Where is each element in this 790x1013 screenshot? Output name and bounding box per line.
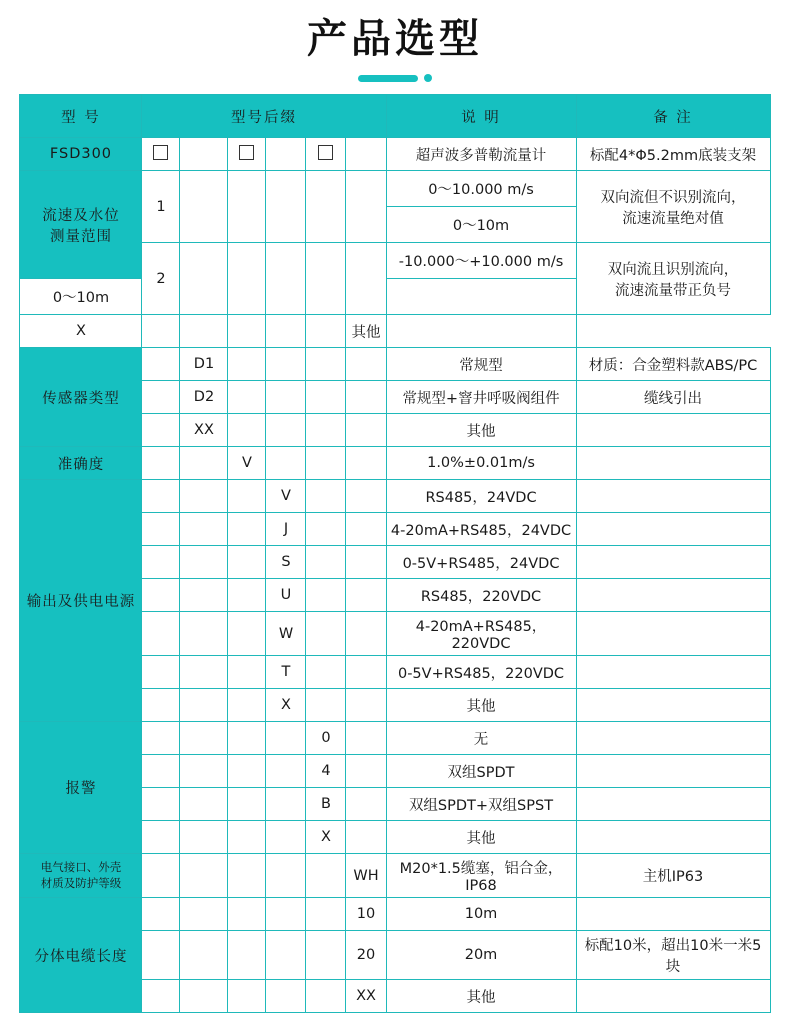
cell-spacer bbox=[142, 689, 180, 722]
cell-spacer bbox=[228, 931, 266, 980]
option-code: B bbox=[306, 788, 346, 821]
section-label-electrical bbox=[20, 854, 142, 898]
cell-spacer bbox=[228, 480, 266, 513]
cell-spacer bbox=[142, 898, 180, 931]
section-label-range bbox=[20, 171, 142, 279]
cell-spacer bbox=[142, 854, 180, 898]
option-description: 其他 bbox=[386, 980, 576, 1013]
cell-spacer bbox=[228, 980, 266, 1013]
cell-spacer bbox=[142, 612, 180, 656]
cell-spacer bbox=[266, 755, 306, 788]
cell-spacer bbox=[346, 579, 386, 612]
section-label-line2: 测量范围 bbox=[49, 228, 112, 245]
option-description: -10.000～+10.000 m/s bbox=[386, 243, 576, 279]
option-description: 10m bbox=[386, 898, 576, 931]
table-row bbox=[20, 171, 770, 207]
cell-spacer bbox=[142, 656, 180, 689]
option-code: X bbox=[306, 821, 346, 854]
option-note bbox=[576, 546, 770, 579]
header-description: 说 明 bbox=[386, 95, 576, 138]
section-label-line1: 流速及水位 bbox=[42, 207, 120, 224]
option-code: XX bbox=[346, 980, 386, 1013]
cell-spacer bbox=[180, 243, 228, 315]
cell-spacer bbox=[228, 898, 266, 931]
cell-spacer bbox=[266, 980, 306, 1013]
cell-spacer bbox=[228, 656, 266, 689]
option-description: 常规型 bbox=[386, 348, 576, 381]
cell-spacer bbox=[228, 171, 266, 243]
option-description: 其他 bbox=[386, 821, 576, 854]
cell-spacer bbox=[142, 722, 180, 755]
cell-spacer bbox=[266, 854, 306, 898]
title-decoration bbox=[0, 74, 790, 82]
option-note bbox=[576, 513, 770, 546]
cell-spacer bbox=[228, 722, 266, 755]
cell-spacer bbox=[306, 414, 346, 447]
option-description: 0～10m bbox=[386, 207, 576, 243]
cell-spacer bbox=[228, 513, 266, 546]
cell-spacer bbox=[266, 447, 306, 480]
option-code: J bbox=[266, 513, 306, 546]
cell-spacer bbox=[266, 722, 306, 755]
cell-spacer bbox=[142, 980, 180, 1013]
cell-spacer bbox=[142, 821, 180, 854]
option-note bbox=[576, 788, 770, 821]
option-note bbox=[576, 755, 770, 788]
option-note bbox=[576, 898, 770, 931]
option-code: 20 bbox=[346, 931, 386, 980]
cell-spacer bbox=[266, 788, 306, 821]
cell-spacer bbox=[306, 546, 346, 579]
suffix-spacer-2 bbox=[266, 138, 306, 171]
cell-spacer bbox=[180, 315, 228, 348]
checkbox-square-icon bbox=[153, 145, 168, 160]
cell-spacer bbox=[346, 612, 386, 656]
option-description: 其他 bbox=[346, 315, 386, 348]
cell-spacer bbox=[228, 788, 266, 821]
decoration-dot bbox=[424, 74, 432, 82]
option-note: 缆线引出 bbox=[576, 381, 770, 414]
option-description: 0-5V+RS485，24VDC bbox=[386, 546, 576, 579]
cell-spacer bbox=[180, 898, 228, 931]
cell-spacer bbox=[180, 722, 228, 755]
option-note bbox=[576, 821, 770, 854]
section-label-sensor-type: 传感器类型 bbox=[20, 348, 142, 447]
cell-spacer bbox=[266, 414, 306, 447]
cell-spacer bbox=[142, 755, 180, 788]
cell-spacer bbox=[180, 579, 228, 612]
option-description: 双组SPDT bbox=[386, 755, 576, 788]
cell-spacer bbox=[266, 898, 306, 931]
option-note bbox=[576, 656, 770, 689]
cell-spacer bbox=[346, 171, 386, 243]
option-code: S bbox=[266, 546, 306, 579]
section-label-line2: 材质及防护等级 bbox=[40, 875, 122, 890]
section-label-line1: 电气接口、外壳 bbox=[40, 859, 122, 874]
option-code: 4 bbox=[306, 755, 346, 788]
option-note: 主机IP63 bbox=[576, 854, 770, 898]
option-note bbox=[576, 980, 770, 1013]
table-header-row bbox=[20, 95, 770, 138]
cell-spacer bbox=[180, 821, 228, 854]
table-row bbox=[20, 480, 770, 513]
cell-spacer bbox=[228, 381, 266, 414]
cell-spacer bbox=[306, 656, 346, 689]
cell-spacer bbox=[306, 854, 346, 898]
cell-spacer bbox=[346, 381, 386, 414]
option-description: 4-20mA+RS485，24VDC bbox=[386, 513, 576, 546]
cell-spacer bbox=[346, 447, 386, 480]
option-description: 1.0%±0.01m/s bbox=[386, 447, 576, 480]
cell-spacer bbox=[346, 722, 386, 755]
cell-spacer bbox=[228, 689, 266, 722]
option-note bbox=[576, 689, 770, 722]
cell-spacer bbox=[180, 656, 228, 689]
note-line2: 流速流量绝对值 bbox=[622, 210, 724, 227]
cell-spacer bbox=[346, 414, 386, 447]
model-description: 超声波多普勒流量计 bbox=[386, 138, 576, 171]
cell-spacer bbox=[306, 171, 346, 243]
cell-spacer bbox=[306, 689, 346, 722]
cell-spacer bbox=[142, 579, 180, 612]
cell-spacer bbox=[266, 931, 306, 980]
cell-spacer bbox=[142, 414, 180, 447]
option-code: V bbox=[266, 480, 306, 513]
cell-spacer bbox=[266, 381, 306, 414]
cell-spacer bbox=[346, 656, 386, 689]
option-code: T bbox=[266, 656, 306, 689]
suffix-box-3 bbox=[306, 138, 346, 171]
cell-spacer bbox=[180, 854, 228, 898]
option-description: 0～10m bbox=[20, 279, 142, 315]
cell-spacer bbox=[142, 546, 180, 579]
table-row bbox=[20, 898, 770, 931]
checkbox-square-icon bbox=[239, 145, 254, 160]
cell-spacer bbox=[306, 381, 346, 414]
option-code: X bbox=[266, 689, 306, 722]
cell-spacer bbox=[306, 315, 346, 348]
option-note: 材质：合金塑料款ABS/PC bbox=[576, 348, 770, 381]
cell-spacer bbox=[346, 689, 386, 722]
note-line1: 双向流但不识别流向， bbox=[600, 189, 746, 206]
option-note bbox=[576, 722, 770, 755]
cell-spacer bbox=[142, 348, 180, 381]
header-model: 型 号 bbox=[20, 95, 142, 138]
cell-spacer bbox=[180, 480, 228, 513]
cell-spacer bbox=[306, 447, 346, 480]
cell-spacer bbox=[228, 612, 266, 656]
product-selection-table bbox=[19, 94, 770, 1013]
table-row bbox=[20, 722, 770, 755]
cell-spacer bbox=[228, 315, 266, 348]
cell-spacer bbox=[346, 546, 386, 579]
cell-spacer bbox=[346, 243, 386, 315]
cell-spacer bbox=[142, 480, 180, 513]
cell-spacer bbox=[142, 931, 180, 980]
option-note bbox=[576, 579, 770, 612]
cell-spacer bbox=[180, 546, 228, 579]
cell-spacer bbox=[306, 513, 346, 546]
table-row bbox=[20, 854, 770, 898]
cell-spacer bbox=[142, 315, 180, 348]
option-code: V bbox=[228, 447, 266, 480]
section-label-alarm: 报警 bbox=[20, 722, 142, 854]
suffix-box-2 bbox=[228, 138, 266, 171]
cell-spacer bbox=[142, 381, 180, 414]
option-description: 0～10.000 m/s bbox=[386, 171, 576, 207]
option-code: X bbox=[20, 315, 142, 348]
cell-spacer bbox=[306, 480, 346, 513]
page-title: 产品选型 bbox=[307, 16, 483, 62]
cell-spacer bbox=[180, 689, 228, 722]
option-code: 0 bbox=[306, 722, 346, 755]
cell-spacer bbox=[142, 447, 180, 480]
option-code: 2 bbox=[142, 243, 180, 315]
option-note bbox=[576, 171, 770, 243]
option-note bbox=[386, 315, 576, 348]
option-code: XX bbox=[180, 414, 228, 447]
table-row bbox=[20, 138, 770, 171]
cell-spacer bbox=[266, 348, 306, 381]
option-code: W bbox=[266, 612, 306, 656]
cell-spacer bbox=[180, 788, 228, 821]
cell-spacer bbox=[180, 931, 228, 980]
option-note bbox=[576, 414, 770, 447]
header-suffix: 型号后缀 bbox=[142, 95, 386, 138]
cell-spacer bbox=[142, 788, 180, 821]
cell-spacer bbox=[266, 315, 306, 348]
option-code: WH bbox=[346, 854, 386, 898]
cell-spacer bbox=[306, 612, 346, 656]
option-note bbox=[576, 480, 770, 513]
cell-spacer bbox=[142, 513, 180, 546]
table-row bbox=[20, 315, 770, 348]
cell-spacer bbox=[228, 854, 266, 898]
cell-spacer bbox=[180, 513, 228, 546]
suffix-box-1 bbox=[142, 138, 180, 171]
cell-spacer bbox=[306, 980, 346, 1013]
section-label-cable-length: 分体电缆长度 bbox=[20, 898, 142, 1013]
section-label-output-power: 输出及供电电源 bbox=[20, 480, 142, 722]
cell-spacer bbox=[228, 414, 266, 447]
option-description: 无 bbox=[386, 722, 576, 755]
option-note bbox=[576, 612, 770, 656]
option-note bbox=[576, 447, 770, 480]
header-note: 备 注 bbox=[576, 95, 770, 138]
cell-spacer bbox=[346, 513, 386, 546]
cell-spacer bbox=[346, 821, 386, 854]
section-label-accuracy: 准确度 bbox=[20, 447, 142, 480]
cell-spacer bbox=[306, 579, 346, 612]
suffix-spacer-1 bbox=[180, 138, 228, 171]
option-code: D1 bbox=[180, 348, 228, 381]
option-description: M20*1.5缆塞，铝合金，IP68 bbox=[386, 854, 576, 898]
cell-spacer bbox=[180, 171, 228, 243]
option-code: 10 bbox=[346, 898, 386, 931]
cell-spacer bbox=[346, 348, 386, 381]
option-code: D2 bbox=[180, 381, 228, 414]
checkbox-square-icon bbox=[318, 145, 333, 160]
cell-spacer bbox=[266, 821, 306, 854]
cell-spacer bbox=[346, 755, 386, 788]
cell-spacer bbox=[180, 612, 228, 656]
option-description: 20m bbox=[386, 931, 576, 980]
option-note: 双向流且识别流向， 流速流量带正负号 bbox=[576, 243, 770, 315]
cell-spacer bbox=[228, 579, 266, 612]
decoration-bar bbox=[358, 75, 418, 82]
option-note: 标配10米，超出10米一米5块 bbox=[576, 931, 770, 980]
cell-spacer bbox=[266, 171, 306, 243]
table-row bbox=[20, 348, 770, 381]
cell-spacer bbox=[228, 821, 266, 854]
option-description: 双组SPDT+双组SPST bbox=[386, 788, 576, 821]
option-description: 常规型+窨井呼吸阀组件 bbox=[386, 381, 576, 414]
cell-spacer bbox=[228, 243, 266, 315]
option-description: 0-5V+RS485，220VDC bbox=[386, 656, 576, 689]
option-code: 1 bbox=[142, 171, 180, 243]
cell-spacer bbox=[228, 546, 266, 579]
table-row bbox=[20, 447, 770, 480]
cell-spacer bbox=[180, 980, 228, 1013]
cell-spacer bbox=[306, 243, 346, 315]
model-code: FSD300 bbox=[20, 138, 142, 171]
option-description: RS485，220VDC bbox=[386, 579, 576, 612]
cell-spacer bbox=[346, 480, 386, 513]
option-description: 其他 bbox=[386, 689, 576, 722]
option-description: RS485，24VDC bbox=[386, 480, 576, 513]
cell-spacer bbox=[346, 788, 386, 821]
cell-spacer bbox=[228, 755, 266, 788]
cell-spacer bbox=[266, 243, 306, 315]
cell-spacer bbox=[306, 348, 346, 381]
cell-spacer bbox=[228, 348, 266, 381]
option-description: 其他 bbox=[386, 414, 576, 447]
cell-spacer bbox=[306, 898, 346, 931]
cell-spacer bbox=[306, 931, 346, 980]
option-description: 4-20mA+RS485，220VDC bbox=[386, 612, 576, 656]
cell-spacer bbox=[180, 447, 228, 480]
cell-spacer bbox=[180, 755, 228, 788]
model-note: 标配4*Φ5.2mm底装支架 bbox=[576, 138, 770, 171]
suffix-spacer-3 bbox=[346, 138, 386, 171]
option-code: U bbox=[266, 579, 306, 612]
